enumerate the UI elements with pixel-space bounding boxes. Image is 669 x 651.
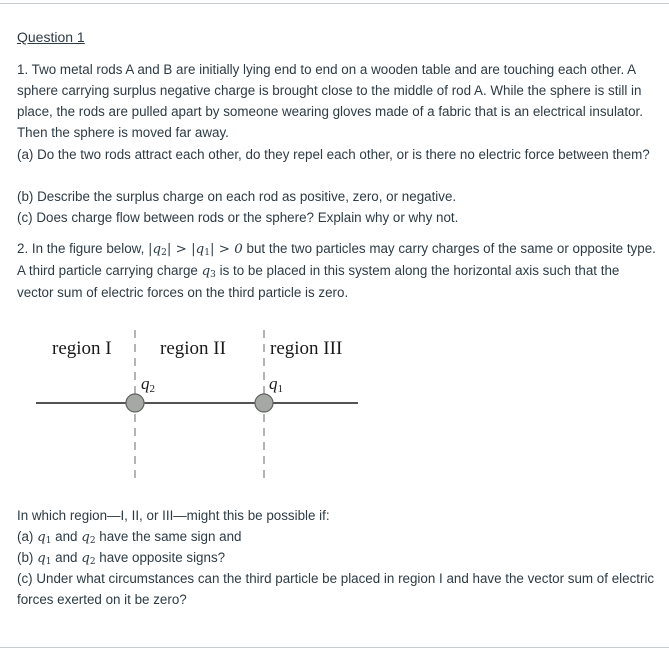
followup-part-a: (a) $q_1$ and $q_2$ have the same sign and: [17, 529, 242, 546]
region-1-label: region I: [52, 338, 112, 359]
problem-1-part-a: (a) Do the two rods attract each other, do they repel each other, or is there no electric force between them?: [17, 147, 650, 162]
math-condition: $|q_2| > |q_1| > 0$: [148, 242, 243, 258]
problem-1-part-c: (c) Does charge flow between rods or the sphere? Explain why or why not.: [17, 210, 459, 225]
charge-q1-label: q1: [269, 374, 283, 395]
followup-part-b: (b) $q_1$ and $q_2$ have opposite signs?: [17, 550, 226, 567]
followup-part-c: (c) Under what circumstances can the third particle be placed in region I and have the vector sum of electric forces exerted on it be zero?: [17, 571, 655, 607]
math-q3: $q_3$: [201, 264, 216, 280]
problem-1-intro: 1. Two metal rods A and B are initially lying end to end on a wooden table and are touching each other. A sphere carrying surplus negative charge is brought close to the middle of rod A. While the sphere is still in place, the rods are pulled apart by someone wearing gloves made of a fabric that is an electrical insulator. Then the sphere is moved far away.: [17, 62, 643, 140]
bottom-divider: [0, 647, 669, 648]
charge-q1: [255, 394, 273, 412]
charge-diagram: [28, 322, 368, 490]
problem-2-tail: is to be placed in this system along the horizontal axis such that the vector sum of electric forces on the third particle is zero.: [17, 263, 620, 300]
charge-q2-label: q2: [141, 374, 155, 395]
charge-q2: [126, 394, 144, 412]
problem-2-middle: but the two particles may carry charges of the same or opposite type. A third particle carrying charge: [17, 241, 656, 278]
problem-1-part-b: (b) Describe the surplus charge on each rod as positive, zero, or negative.: [17, 189, 457, 204]
problem-2-lead: 2. In the figure below,: [17, 241, 145, 256]
problem-2-text: [17, 238, 657, 303]
followup-intro: In which region—I, II, or III—might this be possible if:: [17, 508, 330, 523]
region-3-label: region III: [270, 338, 343, 359]
region-2-label: region II: [160, 338, 226, 359]
question-title: Question 1: [17, 29, 85, 45]
top-divider: [0, 3, 669, 4]
